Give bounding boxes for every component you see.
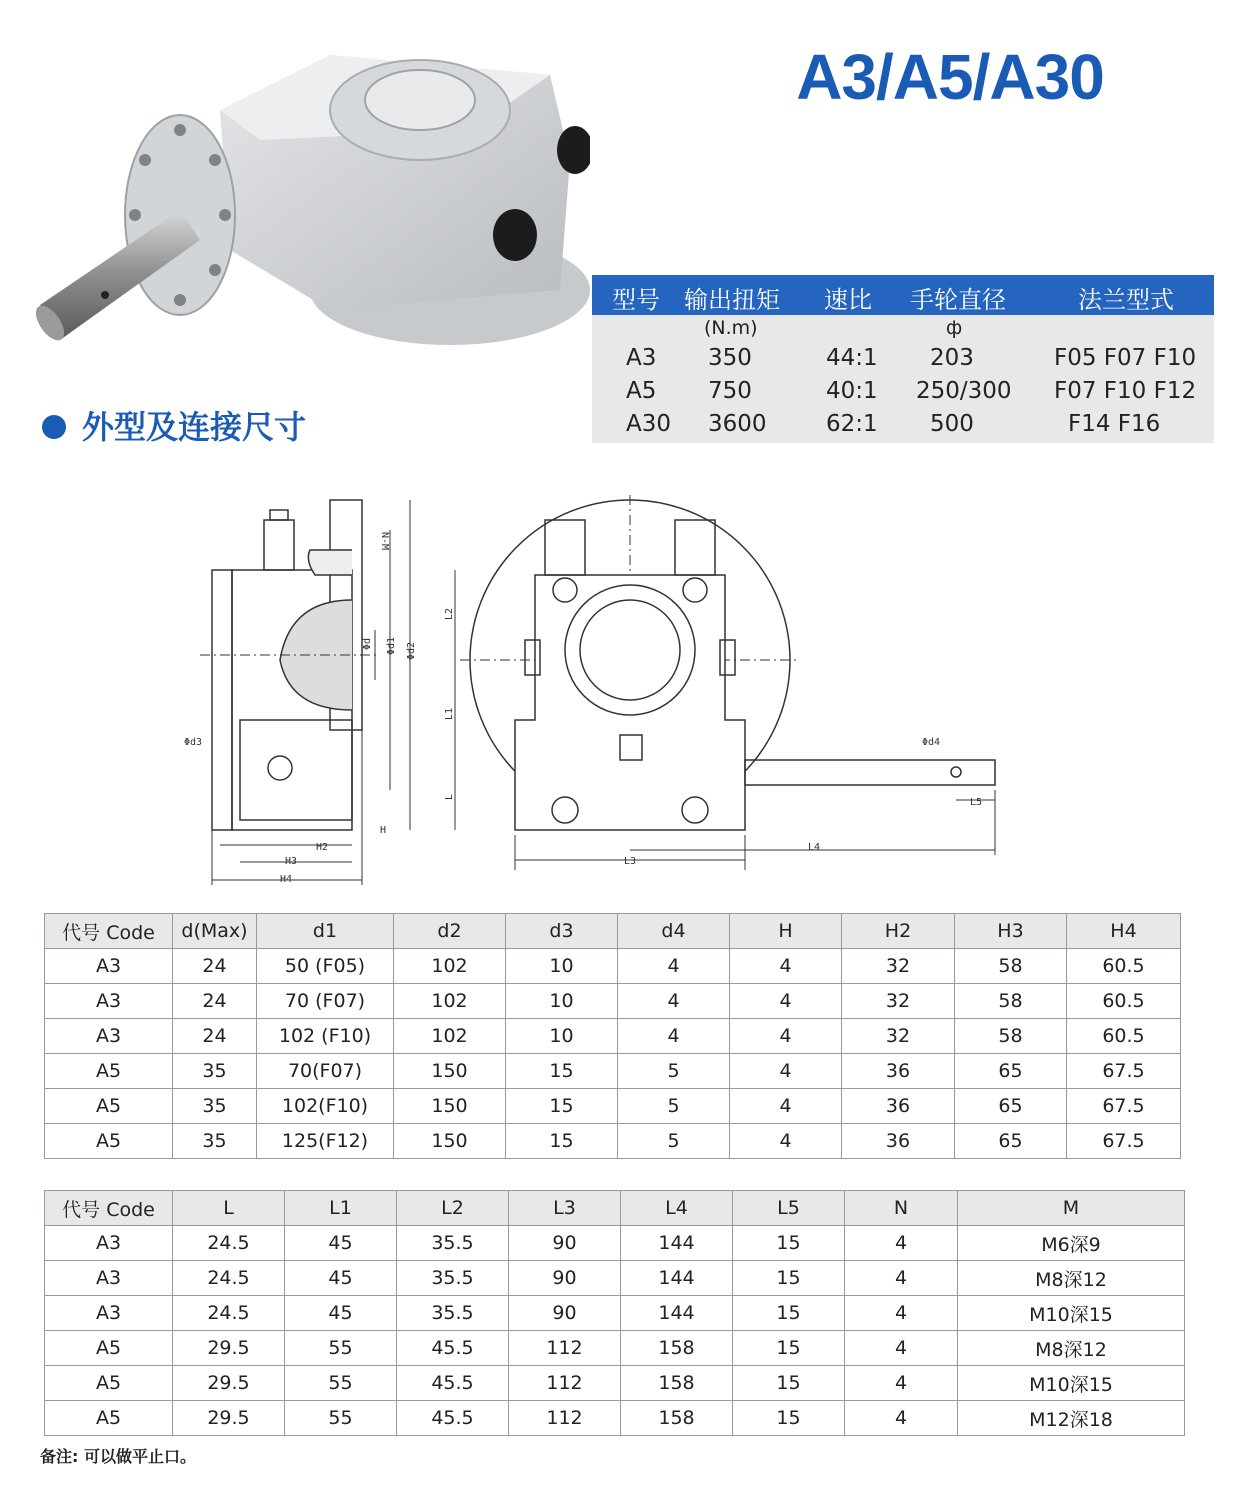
- table-cell: 4: [730, 1019, 842, 1054]
- table-cell: 15: [733, 1261, 845, 1296]
- spec-table-header: [592, 275, 1214, 315]
- column-header: L4: [621, 1191, 733, 1226]
- product-photo: [30, 40, 590, 360]
- spec-cell-model: A3: [626, 345, 657, 371]
- table-cell: 36: [842, 1124, 955, 1159]
- table-cell: 4: [618, 949, 730, 984]
- table-cell: M8深12: [958, 1331, 1185, 1366]
- table-cell: A3: [45, 984, 173, 1019]
- dim-label-d3: Φd3: [184, 737, 203, 748]
- table-row: [45, 1089, 1181, 1124]
- table-cell: 102: [394, 949, 506, 984]
- dim-label-d: Φd: [362, 637, 373, 650]
- table-cell: 102 (F10): [257, 1019, 394, 1054]
- table-cell: 67.5: [1067, 1054, 1181, 1089]
- table-cell: 4: [730, 949, 842, 984]
- table-cell: A3: [45, 1019, 173, 1054]
- table-cell: M8深12: [958, 1261, 1185, 1296]
- spec-cell-flange: F05 F07 F10: [1054, 345, 1197, 371]
- dim-label-d4: Φd4: [922, 737, 941, 748]
- table-cell: A5: [45, 1124, 173, 1159]
- table-cell: 60.5: [1067, 1019, 1181, 1054]
- page-title: A3/A5/A30: [796, 41, 1104, 113]
- table-cell: 4: [730, 984, 842, 1019]
- table-cell: 32: [842, 984, 955, 1019]
- table-cell: 67.5: [1067, 1089, 1181, 1124]
- column-header: H2: [842, 914, 955, 949]
- table-cell: 112: [509, 1331, 621, 1366]
- table-cell: 55: [285, 1331, 397, 1366]
- spec-header-handwheel: 手轮直径: [910, 286, 1006, 314]
- table-cell: 144: [621, 1296, 733, 1331]
- spec-cell-ratio: 40:1: [826, 378, 878, 404]
- spec-header-flange: 法兰型式: [1078, 286, 1174, 314]
- table-cell: 144: [621, 1261, 733, 1296]
- table-cell: 35.5: [397, 1226, 509, 1261]
- table-cell: 50 (F05): [257, 949, 394, 984]
- table-cell: 5: [618, 1124, 730, 1159]
- spec-cell-diameter: 500: [930, 411, 974, 437]
- table-cell: 65: [955, 1089, 1067, 1124]
- technical-drawing: [180, 490, 1020, 890]
- table-cell: 102: [394, 1019, 506, 1054]
- dimension-table-2: [44, 1190, 1185, 1436]
- table-cell: M10深15: [958, 1366, 1185, 1401]
- table-cell: A5: [45, 1089, 173, 1124]
- table-cell: A5: [45, 1401, 173, 1436]
- table-cell: M10深15: [958, 1296, 1185, 1331]
- spec-cell-flange: F07 F10 F12: [1054, 378, 1197, 404]
- dim-label-d2: Φd2: [406, 641, 417, 660]
- spec-cell-torque: 3600: [708, 411, 767, 437]
- table-cell: 45: [285, 1226, 397, 1261]
- column-header: d2: [394, 914, 506, 949]
- table-row: [45, 1401, 1185, 1436]
- table-cell: 158: [621, 1366, 733, 1401]
- table-cell: 32: [842, 1019, 955, 1054]
- table-cell: M6深9: [958, 1226, 1185, 1261]
- table-cell: 158: [621, 1331, 733, 1366]
- table-cell: 45.5: [397, 1401, 509, 1436]
- table-cell: A5: [45, 1054, 173, 1089]
- section-heading: 外型及连接尺寸: [82, 408, 307, 446]
- table-cell: 58: [955, 949, 1067, 984]
- table-cell: A3: [45, 1261, 173, 1296]
- table-row: [45, 1019, 1181, 1054]
- table-cell: 24.5: [173, 1296, 285, 1331]
- table-cell: 5: [618, 1054, 730, 1089]
- table-cell: 125(F12): [257, 1124, 394, 1159]
- table-cell: 29.5: [173, 1331, 285, 1366]
- spec-unit-torque: (N.m): [704, 317, 758, 339]
- table-cell: 4: [730, 1124, 842, 1159]
- dim-label-l2: L2: [444, 607, 455, 620]
- table-cell: 4: [845, 1226, 958, 1261]
- table-row: [45, 1296, 1185, 1331]
- table1-header-row: [45, 914, 1181, 949]
- table-cell: 10: [506, 949, 618, 984]
- dim-label-nm: N-M: [379, 532, 390, 551]
- table-cell: 4: [618, 1019, 730, 1054]
- table-cell: 24: [173, 984, 257, 1019]
- table-cell: 45.5: [397, 1331, 509, 1366]
- table-cell: 15: [733, 1331, 845, 1366]
- spec-cell-torque: 750: [708, 378, 752, 404]
- footnote: 备注: 可以做平止口。: [40, 1447, 196, 1466]
- table-row: [45, 1226, 1185, 1261]
- table-cell: 35.5: [397, 1261, 509, 1296]
- column-header: 代号 Code: [45, 1191, 173, 1226]
- table-cell: 24: [173, 1019, 257, 1054]
- spec-cell-ratio: 44:1: [826, 345, 878, 371]
- table-cell: 35: [173, 1089, 257, 1124]
- table-cell: 35.5: [397, 1296, 509, 1331]
- spec-cell-ratio: 62:1: [826, 411, 878, 437]
- table-cell: 102: [394, 984, 506, 1019]
- table-cell: 4: [845, 1401, 958, 1436]
- dim-label-l: L: [444, 793, 455, 800]
- table-cell: 4: [845, 1331, 958, 1366]
- table-cell: 4: [618, 984, 730, 1019]
- spec-cell-torque: 350: [708, 345, 752, 371]
- table-cell: 4: [845, 1261, 958, 1296]
- table-row: [45, 1331, 1185, 1366]
- table-cell: 15: [733, 1226, 845, 1261]
- dimension-table-1: [44, 913, 1181, 1159]
- table-cell: M12深18: [958, 1401, 1185, 1436]
- table-cell: 29.5: [173, 1366, 285, 1401]
- table-cell: 70(F07): [257, 1054, 394, 1089]
- column-header: L5: [733, 1191, 845, 1226]
- table-cell: 112: [509, 1366, 621, 1401]
- column-header: M: [958, 1191, 1185, 1226]
- table-cell: A3: [45, 949, 173, 984]
- table-cell: 60.5: [1067, 949, 1181, 984]
- table-cell: 112: [509, 1401, 621, 1436]
- table-cell: 90: [509, 1296, 621, 1331]
- table1-body: [45, 949, 1181, 1159]
- table-cell: 60.5: [1067, 984, 1181, 1019]
- column-header: H4: [1067, 914, 1181, 949]
- dim-label-h4: H4: [280, 874, 293, 885]
- table-cell: A5: [45, 1331, 173, 1366]
- table-cell: 70 (F07): [257, 984, 394, 1019]
- dim-label-h3: H3: [285, 856, 298, 867]
- section-bullet-icon: [42, 415, 66, 439]
- table-cell: 24: [173, 949, 257, 984]
- table-cell: 90: [509, 1261, 621, 1296]
- table-cell: 15: [506, 1054, 618, 1089]
- column-header: N: [845, 1191, 958, 1226]
- table-cell: 15: [506, 1089, 618, 1124]
- table-cell: 158: [621, 1401, 733, 1436]
- table-row: [45, 949, 1181, 984]
- table-cell: 29.5: [173, 1401, 285, 1436]
- table-cell: 45: [285, 1261, 397, 1296]
- table-cell: 35: [173, 1054, 257, 1089]
- column-header: L1: [285, 1191, 397, 1226]
- table2-header-row: [45, 1191, 1185, 1226]
- spec-cell-diameter: 203: [930, 345, 974, 371]
- table-cell: 55: [285, 1401, 397, 1436]
- front-view: [455, 495, 995, 870]
- table-cell: 15: [733, 1401, 845, 1436]
- table-cell: 15: [733, 1366, 845, 1401]
- column-header: H3: [955, 914, 1067, 949]
- dim-label-l3: L3: [624, 856, 637, 867]
- table-cell: 58: [955, 984, 1067, 1019]
- spec-cell-diameter: 250/300: [916, 378, 1012, 404]
- spec-cell-model: A5: [626, 378, 657, 404]
- table-row: [45, 1261, 1185, 1296]
- dim-label-h: H: [380, 825, 387, 836]
- dim-label-h2: H2: [316, 842, 329, 853]
- table-cell: 58: [955, 1019, 1067, 1054]
- table-cell: 36: [842, 1054, 955, 1089]
- table-cell: 32: [842, 949, 955, 984]
- table-cell: 150: [394, 1089, 506, 1124]
- spec-header-model: 型号: [612, 286, 660, 314]
- table-cell: A3: [45, 1226, 173, 1261]
- table-cell: 4: [730, 1054, 842, 1089]
- column-header: L: [173, 1191, 285, 1226]
- spec-cell-model: A30: [626, 411, 672, 437]
- spec-unit-diameter: ф: [946, 317, 963, 339]
- table-cell: A5: [45, 1366, 173, 1401]
- column-header: L3: [509, 1191, 621, 1226]
- table-row: [45, 984, 1181, 1019]
- table-row: [45, 1124, 1181, 1159]
- table-cell: 10: [506, 1019, 618, 1054]
- column-header: d(Max): [173, 914, 257, 949]
- column-header: d1: [257, 914, 394, 949]
- table-cell: 65: [955, 1054, 1067, 1089]
- spec-table: [592, 275, 1214, 443]
- side-view: [200, 500, 410, 885]
- table-cell: 45.5: [397, 1366, 509, 1401]
- spec-header-ratio: 速比: [824, 286, 872, 314]
- table-cell: 67.5: [1067, 1124, 1181, 1159]
- table-cell: 15: [733, 1296, 845, 1331]
- table-cell: 90: [509, 1226, 621, 1261]
- table-cell: 24.5: [173, 1226, 285, 1261]
- table-cell: 4: [730, 1089, 842, 1124]
- column-header: d4: [618, 914, 730, 949]
- table-cell: 10: [506, 984, 618, 1019]
- table-cell: 36: [842, 1089, 955, 1124]
- table-cell: A3: [45, 1296, 173, 1331]
- column-header: d3: [506, 914, 618, 949]
- column-header: H: [730, 914, 842, 949]
- table-cell: 35: [173, 1124, 257, 1159]
- dim-label-l5: L5: [970, 797, 983, 808]
- spec-header-torque: 输出扭矩: [684, 286, 780, 314]
- table-row: [45, 1366, 1185, 1401]
- table-cell: 24.5: [173, 1261, 285, 1296]
- table-cell: 102(F10): [257, 1089, 394, 1124]
- table-row: [45, 1054, 1181, 1089]
- dim-label-d1: Φd1: [386, 636, 397, 655]
- table-cell: 65: [955, 1124, 1067, 1159]
- table-cell: 15: [506, 1124, 618, 1159]
- table-cell: 55: [285, 1366, 397, 1401]
- table2-body: [45, 1226, 1185, 1436]
- column-header: 代号 Code: [45, 914, 173, 949]
- table-cell: 45: [285, 1296, 397, 1331]
- table-cell: 150: [394, 1054, 506, 1089]
- column-header: L2: [397, 1191, 509, 1226]
- table-cell: 4: [845, 1296, 958, 1331]
- table-cell: 144: [621, 1226, 733, 1261]
- dim-label-l4: L4: [808, 842, 821, 853]
- spec-cell-flange: F14 F16: [1068, 411, 1161, 437]
- dim-label-l1: L1: [444, 707, 455, 720]
- table-cell: 4: [845, 1366, 958, 1401]
- table-cell: 5: [618, 1089, 730, 1124]
- table-cell: 150: [394, 1124, 506, 1159]
